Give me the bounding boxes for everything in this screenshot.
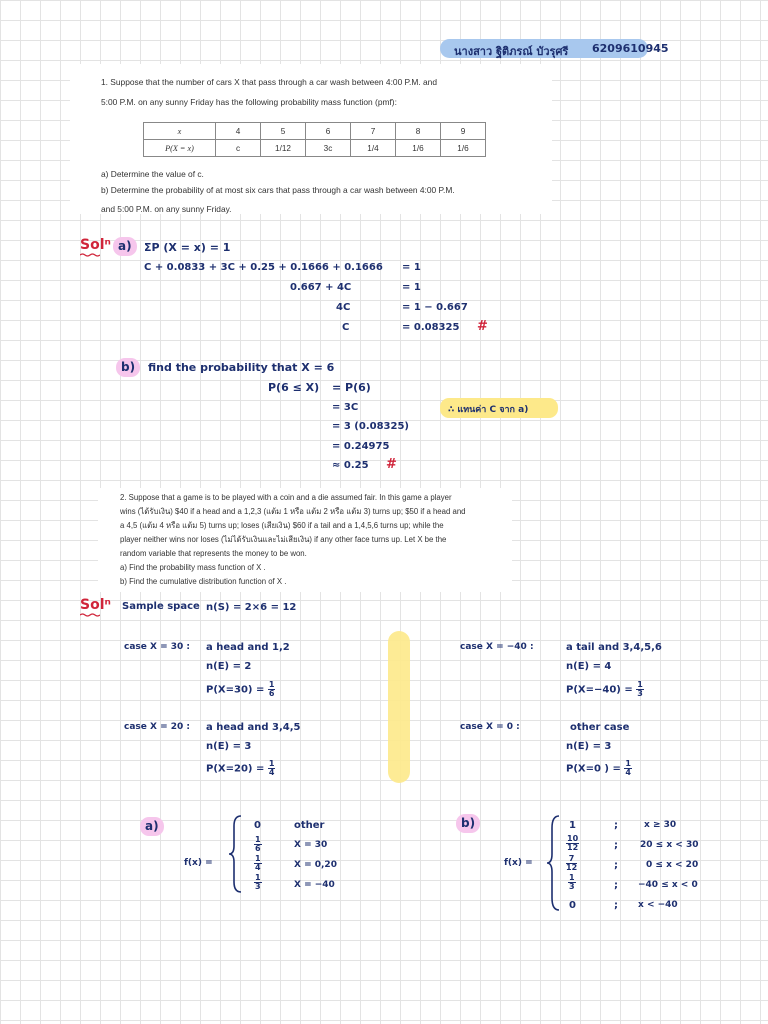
sol1-b-line-4: = 0.24975 <box>332 441 390 452</box>
case-neg40-count: n(E) = 4 <box>566 661 612 672</box>
case-30-title: case X = 30 : <box>124 642 191 652</box>
fraction-denominator: 3 <box>569 882 575 891</box>
case-30-desc: a head and 1,2 <box>206 642 290 653</box>
left-brace-icon <box>546 814 562 912</box>
q2-part-b: b) Find the cumulative distribution function of X . <box>120 577 287 586</box>
pmf-row-4-cond: X = −40 <box>294 880 335 890</box>
pmf-cell: 4 <box>216 123 261 140</box>
fraction-denominator: 4 <box>255 863 261 872</box>
pmf-cell: c <box>216 140 261 157</box>
fraction-numerator: 1 <box>268 759 275 768</box>
q2-line-1: 2. Suppose that a game is to be played with a coin and a die assumed fair. In this game a player <box>120 493 452 502</box>
pmf-row-1-value: 0 <box>254 820 261 831</box>
case-neg40-fraction <box>636 681 644 698</box>
fraction-denominator: 4 <box>268 768 275 777</box>
q1-part-b-line-1: b) Determine the probability of at most six cars that pass through a car wash between 4:00 P.M. <box>101 185 455 195</box>
sol1-eq-5-right: = 0.08325 <box>402 322 460 333</box>
q2-line-2: wins (ได้รับเงิน) $40 if a head and a 1,2,3 (แต้ม 1 หรือ แต้ม 2 หรือ แต้ม 3) turns up; $50 if a head and <box>120 507 466 516</box>
pmf-cell: 1/6 <box>441 140 486 157</box>
case-20-prob <box>206 760 275 777</box>
case-20-count: n(E) = 3 <box>206 741 252 752</box>
pmf-table <box>143 122 486 157</box>
name-badge <box>440 39 669 58</box>
pmf-header-p: P(X = x) <box>144 140 216 157</box>
case-20-fraction <box>268 760 276 777</box>
solution-2-label-text: Solⁿ <box>80 597 111 613</box>
case-20-prob-label: P(X=20) = <box>206 763 265 775</box>
sol1-eq-4-left: 4C <box>336 302 351 313</box>
pmf-cell: 1/6 <box>396 140 441 157</box>
cdf-row-1-semicolon: ; <box>614 820 618 831</box>
case-30-prob-label: P(X=30) = <box>206 684 265 696</box>
solution-1-label-text: Solⁿ <box>80 237 111 253</box>
cdf-row-3-cond: 0 ≤ x < 20 <box>646 860 699 870</box>
cdf-fx-label: f(x) = <box>504 858 533 868</box>
q2-line-3: a 4,5 (แต้ม 4 หรือ แต้ม 5) turns up; loses (เสียเงิน) $60 if a tail and a 1,4,5,6 turns up; while the <box>120 521 444 530</box>
case-20-desc: a head and 3,4,5 <box>206 722 301 733</box>
pmf-table-row-p <box>144 140 486 157</box>
cdf-row-2-semicolon: ; <box>614 840 618 851</box>
fraction-denominator: 6 <box>255 844 261 853</box>
case-0-prob-label: P(X=0 ) = <box>566 763 621 775</box>
answer-hash-mark: # <box>477 319 488 334</box>
student-id: 6209610945 <box>592 42 669 55</box>
fraction-denominator: 12 <box>567 843 579 852</box>
sol1-b-line-5: ≈ 0.25 <box>332 460 369 471</box>
sol1-b-line-2: = 3C <box>332 402 359 413</box>
fraction-denominator: 4 <box>625 768 631 777</box>
answer-hash-mark-2: # <box>386 457 397 472</box>
case-0-fraction <box>624 760 632 777</box>
pmf-cell: 1/12 <box>261 140 306 157</box>
sol1-part-a-mark: a) <box>118 239 132 253</box>
fraction-numerator: 1 <box>625 759 631 768</box>
pmf-header-x: x <box>144 123 216 140</box>
cdf-row-1-value: 1 <box>569 820 576 831</box>
sample-space-count: n(S) = 2×6 = 12 <box>206 602 297 613</box>
case-0-desc: other case <box>570 722 630 733</box>
sol1-eq-3-left: 0.667 + 4C <box>290 282 352 293</box>
case-neg40-prob-label: P(X=−40) = <box>566 684 633 696</box>
q2-line-5: random variable that represents the money to be won. <box>120 549 307 558</box>
cdf-row-2-value <box>566 835 579 852</box>
pmf-cell: 9 <box>441 123 486 140</box>
case-30-fraction <box>268 681 276 698</box>
q2-part-a: a) Find the probability mass function of X . <box>120 563 266 572</box>
q1-part-b-line-2: and 5:00 P.M. on any sunny Friday. <box>101 204 232 214</box>
student-name: นางสาว ฐิติภรณ์ บัวรุศรี <box>454 45 569 58</box>
fraction-denominator: 3 <box>637 689 643 698</box>
case-neg40-prob <box>566 681 644 698</box>
pmf-cell: 3c <box>306 140 351 157</box>
fraction-numerator: 1 <box>255 854 261 863</box>
pmf-fx-label: f(x) = <box>184 858 213 868</box>
case-neg40-title: case X = −40 : <box>460 642 534 652</box>
q2-line-4: player neither wins nor loses (ไม่ได้รับเงินและไม่เสียเงิน) if any other face turns up. Let X be the <box>120 535 447 544</box>
wavy-underline-icon <box>80 613 100 617</box>
pmf-cell: 5 <box>261 123 306 140</box>
case-30-count: n(E) = 2 <box>206 661 252 672</box>
wavy-underline-icon <box>80 253 100 257</box>
pmf-cell: 6 <box>306 123 351 140</box>
pmf-row-3-cond: X = 0,20 <box>294 860 337 870</box>
sol1-b-line-3: = 3 (0.08325) <box>332 421 409 432</box>
pmf-row-2-value <box>254 836 262 853</box>
fraction-numerator: 1 <box>637 680 643 689</box>
pmf-row-3-value <box>254 855 262 872</box>
fraction-numerator: 7 <box>566 855 577 864</box>
sample-space-label: Sample space <box>122 601 200 612</box>
cdf-row-1-cond: x ≥ 30 <box>644 820 677 830</box>
cdf-row-5-cond: x < −40 <box>638 900 678 910</box>
fraction-denominator: 6 <box>268 689 275 698</box>
cdf-row-4-value <box>568 874 576 891</box>
left-brace-icon <box>228 814 244 894</box>
case-30-prob <box>206 681 275 698</box>
cdf-row-5-semicolon: ; <box>614 900 618 911</box>
case-0-title: case X = 0 : <box>460 722 520 732</box>
pmf-part-mark: a) <box>145 819 159 833</box>
q1-part-a: a) Determine the value of c. <box>101 169 204 179</box>
pmf-row-1-cond: other <box>294 820 325 831</box>
case-neg40-desc: a tail and 3,4,5,6 <box>566 642 662 653</box>
pmf-row-2-cond: X = 30 <box>294 840 328 850</box>
solution-2-label <box>80 597 111 613</box>
pmf-cell: 1/4 <box>351 140 396 157</box>
case-0-prob <box>566 760 632 777</box>
pmf-cell: 8 <box>396 123 441 140</box>
q1-line-1: 1. Suppose that the number of cars X that pass through a car wash between 4:00 P.M. and <box>101 77 437 87</box>
cdf-row-2-cond: 20 ≤ x < 30 <box>640 840 699 850</box>
cdf-row-4-semicolon: ; <box>614 880 618 891</box>
case-0-count: n(E) = 3 <box>566 741 612 752</box>
case-20-title: case X = 20 : <box>124 722 191 732</box>
cdf-row-5-value: 0 <box>569 900 576 911</box>
sol1-eq-2-left: C + 0.0833 + 3C + 0.25 + 0.1666 + 0.1666 <box>144 262 383 273</box>
fraction-numerator: 1 <box>268 680 275 689</box>
sol1-b-line-1-left: P(6 ≤ X) <box>268 381 320 394</box>
fraction-numerator: 10 <box>567 834 579 843</box>
solution-1-label <box>80 237 111 253</box>
sol1-eq-4-right: = 1 − 0.667 <box>402 302 468 313</box>
substitution-note: ∴ แทนค่า C จาก a) <box>448 405 529 415</box>
fraction-numerator: 1 <box>255 873 261 882</box>
fraction-numerator: 1 <box>569 873 575 882</box>
yellow-divider-highlight <box>388 631 410 783</box>
sol1-part-b-text: find the probability that X = 6 <box>148 361 335 374</box>
sol1-part-b-mark: b) <box>121 360 136 374</box>
sol1-eq-1: ΣP (X = x) = 1 <box>144 241 231 254</box>
pmf-row-4-value <box>254 874 262 891</box>
fraction-numerator: 1 <box>255 835 261 844</box>
cdf-row-4-cond: −40 ≤ x < 0 <box>638 880 698 890</box>
sol1-b-line-1-right: = P(6) <box>332 381 371 394</box>
sol1-eq-2-right: = 1 <box>402 262 421 273</box>
sol1-eq-3-right: = 1 <box>402 282 421 293</box>
q1-line-2: 5:00 P.M. on any sunny Friday has the following probability mass function (pmf): <box>101 97 397 107</box>
pmf-cell: 7 <box>351 123 396 140</box>
cdf-row-3-value <box>566 855 577 872</box>
fraction-denominator: 3 <box>255 882 261 891</box>
pmf-table-row-x <box>144 123 486 140</box>
fraction-denominator: 12 <box>566 863 578 872</box>
cdf-part-mark: b) <box>461 816 476 830</box>
sol1-eq-5-left: C <box>342 322 350 333</box>
cdf-row-3-semicolon: ; <box>614 860 618 871</box>
